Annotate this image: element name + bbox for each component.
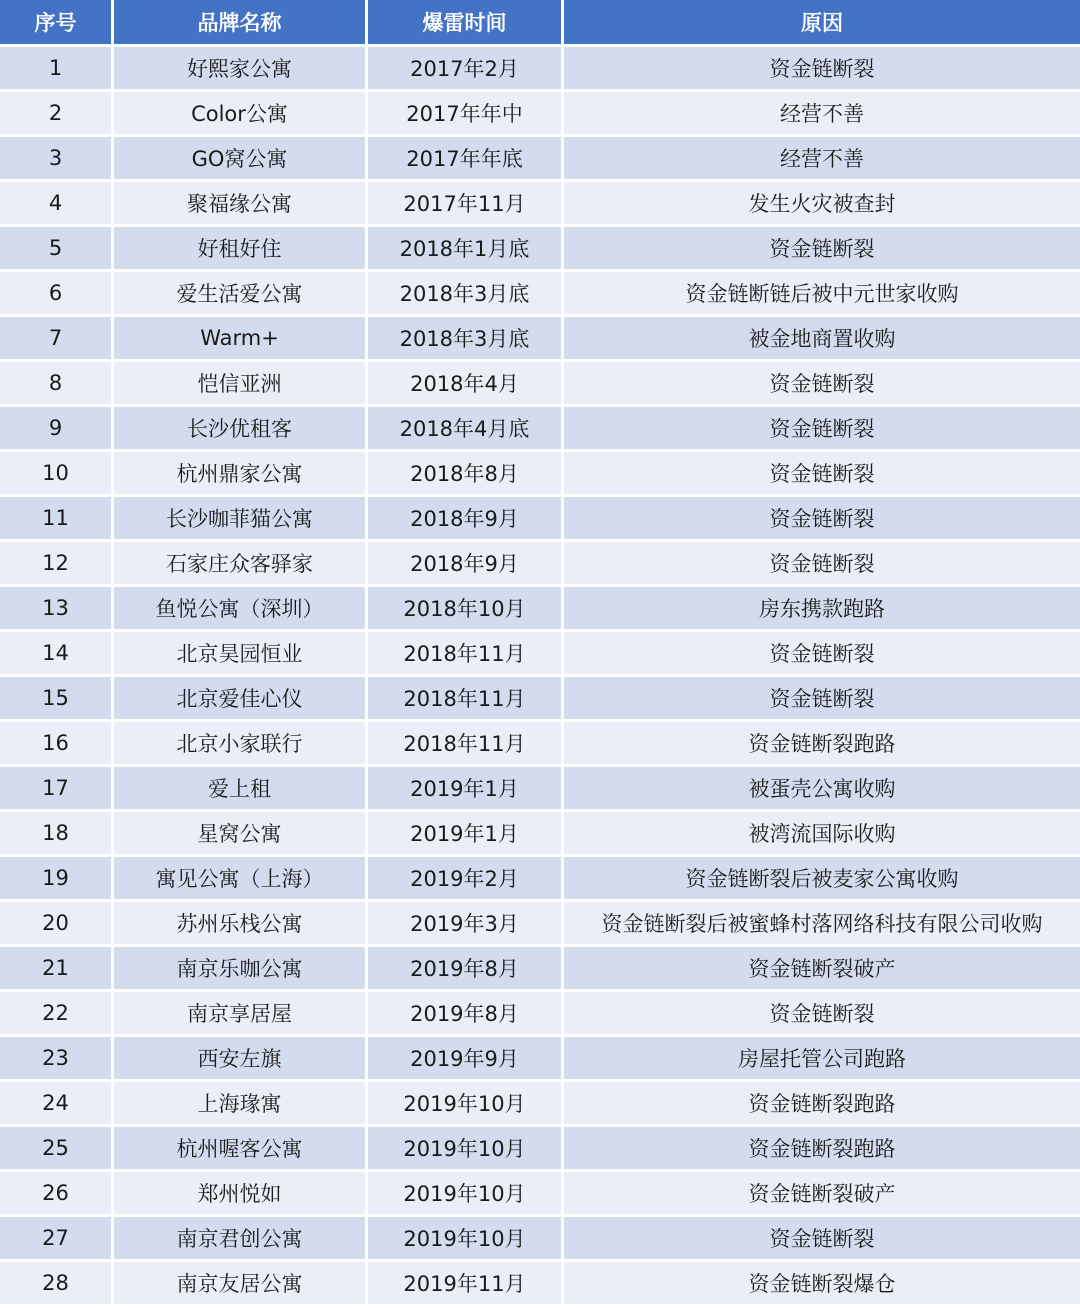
cell-brand: 杭州喔客公寓 <box>114 1127 368 1172</box>
cell-reason: 资金链断裂 <box>564 227 1080 272</box>
table-row <box>0 1127 1080 1172</box>
cell-brand: 鱼悦公寓（深圳） <box>114 587 368 632</box>
cell-reason: 资金链断裂 <box>564 452 1080 497</box>
cell-brand: 南京乐咖公寓 <box>114 947 368 992</box>
table-row <box>0 902 1080 947</box>
cell-index: 5 <box>0 227 114 272</box>
cell-reason: 资金链断裂后被麦家公寓收购 <box>564 857 1080 902</box>
cell-brand: 南京君创公寓 <box>114 1217 368 1262</box>
cell-index: 14 <box>0 632 114 677</box>
cell-time: 2018年8月 <box>368 452 564 497</box>
cell-reason: 资金链断裂跑路 <box>564 1082 1080 1127</box>
cell-reason: 经营不善 <box>564 92 1080 137</box>
cell-index: 20 <box>0 902 114 947</box>
table-row <box>0 857 1080 902</box>
table-row <box>0 992 1080 1037</box>
cell-time: 2017年年中 <box>368 92 564 137</box>
cell-index: 9 <box>0 407 114 452</box>
cell-reason: 资金链断裂 <box>564 47 1080 92</box>
table-row <box>0 92 1080 137</box>
cell-brand: 南京友居公寓 <box>114 1262 368 1307</box>
cell-index: 25 <box>0 1127 114 1172</box>
cell-index: 18 <box>0 812 114 857</box>
cell-index: 23 <box>0 1037 114 1082</box>
cell-time: 2019年10月 <box>368 1127 564 1172</box>
cell-time: 2019年1月 <box>368 812 564 857</box>
cell-reason: 被湾流国际收购 <box>564 812 1080 857</box>
cell-brand: Color公寓 <box>114 92 368 137</box>
cell-time: 2018年11月 <box>368 677 564 722</box>
table-row <box>0 497 1080 542</box>
cell-reason: 资金链断裂跑路 <box>564 1127 1080 1172</box>
cell-reason: 被金地商置收购 <box>564 317 1080 362</box>
cell-time: 2019年10月 <box>368 1172 564 1217</box>
cell-time: 2017年年底 <box>368 137 564 182</box>
cell-index: 11 <box>0 497 114 542</box>
cell-reason: 资金链断链后被中元世家收购 <box>564 272 1080 317</box>
cell-brand: 西安左旗 <box>114 1037 368 1082</box>
cell-index: 16 <box>0 722 114 767</box>
cell-index: 26 <box>0 1172 114 1217</box>
cell-brand: 长沙咖菲猫公寓 <box>114 497 368 542</box>
table-row <box>0 1172 1080 1217</box>
cell-index: 22 <box>0 992 114 1037</box>
cell-brand: 长沙优租客 <box>114 407 368 452</box>
cell-brand: 爱生活爱公寓 <box>114 272 368 317</box>
cell-time: 2019年1月 <box>368 767 564 812</box>
cell-index: 17 <box>0 767 114 812</box>
cell-time: 2019年10月 <box>368 1217 564 1262</box>
table-row <box>0 632 1080 677</box>
table-row <box>0 1082 1080 1127</box>
cell-reason: 资金链断裂 <box>564 407 1080 452</box>
cell-index: 27 <box>0 1217 114 1262</box>
cell-index: 24 <box>0 1082 114 1127</box>
cell-time: 2019年10月 <box>368 1082 564 1127</box>
cell-brand: 杭州鼎家公寓 <box>114 452 368 497</box>
table-row <box>0 812 1080 857</box>
cell-brand: 恺信亚洲 <box>114 362 368 407</box>
cell-index: 13 <box>0 587 114 632</box>
table-row <box>0 542 1080 587</box>
table-row <box>0 677 1080 722</box>
cell-index: 21 <box>0 947 114 992</box>
cell-reason: 被蛋壳公寓收购 <box>564 767 1080 812</box>
cell-reason: 资金链断裂 <box>564 677 1080 722</box>
table-row <box>0 1037 1080 1082</box>
cell-reason: 资金链断裂 <box>564 542 1080 587</box>
cell-reason: 经营不善 <box>564 137 1080 182</box>
cell-brand: 苏州乐栈公寓 <box>114 902 368 947</box>
table-row <box>0 722 1080 767</box>
cell-index: 12 <box>0 542 114 587</box>
cell-time: 2019年11月 <box>368 1262 564 1307</box>
cell-time: 2018年11月 <box>368 632 564 677</box>
table-row <box>0 47 1080 92</box>
cell-brand: 爱上租 <box>114 767 368 812</box>
cell-brand: 寓见公寓（上海） <box>114 857 368 902</box>
table-row <box>0 272 1080 317</box>
cell-time: 2018年11月 <box>368 722 564 767</box>
cell-index: 7 <box>0 317 114 362</box>
cell-time: 2019年8月 <box>368 992 564 1037</box>
table-row <box>0 227 1080 272</box>
cell-time: 2019年9月 <box>368 1037 564 1082</box>
cell-index: 28 <box>0 1262 114 1307</box>
table-row <box>0 317 1080 362</box>
cell-time: 2019年8月 <box>368 947 564 992</box>
cell-time: 2018年9月 <box>368 497 564 542</box>
cell-time: 2018年3月底 <box>368 272 564 317</box>
cell-brand: Warm+ <box>114 317 368 362</box>
cell-index: 4 <box>0 182 114 227</box>
table-body <box>0 47 1080 1307</box>
cell-index: 19 <box>0 857 114 902</box>
table-row <box>0 182 1080 227</box>
table-row <box>0 362 1080 407</box>
cell-index: 6 <box>0 272 114 317</box>
header-index: 序号 <box>0 0 114 47</box>
cell-time: 2018年4月 <box>368 362 564 407</box>
table-row <box>0 1262 1080 1307</box>
cell-time: 2018年1月底 <box>368 227 564 272</box>
header-time: 爆雷时间 <box>368 0 564 47</box>
cell-time: 2018年10月 <box>368 587 564 632</box>
cell-time: 2017年11月 <box>368 182 564 227</box>
cell-brand: 好租好住 <box>114 227 368 272</box>
cell-reason: 资金链断裂 <box>564 1217 1080 1262</box>
cell-index: 1 <box>0 47 114 92</box>
cell-reason: 房东携款跑路 <box>564 587 1080 632</box>
cell-brand: 星窝公寓 <box>114 812 368 857</box>
cell-reason: 资金链断裂破产 <box>564 1172 1080 1217</box>
table-row <box>0 137 1080 182</box>
table-row <box>0 947 1080 992</box>
header-reason: 原因 <box>564 0 1080 47</box>
cell-reason: 资金链断裂跑路 <box>564 722 1080 767</box>
cell-time: 2018年4月底 <box>368 407 564 452</box>
cell-reason: 资金链断裂 <box>564 362 1080 407</box>
cell-index: 10 <box>0 452 114 497</box>
table-row <box>0 1217 1080 1262</box>
cell-brand: 聚福缘公寓 <box>114 182 368 227</box>
cell-brand: 郑州悦如 <box>114 1172 368 1217</box>
cell-brand: 上海瑑寓 <box>114 1082 368 1127</box>
header-brand: 品牌名称 <box>114 0 368 47</box>
cell-reason: 资金链断裂后被蜜蜂村落网络科技有限公司收购 <box>564 902 1080 947</box>
table-row <box>0 767 1080 812</box>
table-row <box>0 407 1080 452</box>
table-row <box>0 452 1080 497</box>
cell-brand: 石家庄众客驿家 <box>114 542 368 587</box>
cell-index: 15 <box>0 677 114 722</box>
cell-reason: 资金链断裂 <box>564 497 1080 542</box>
cell-reason: 资金链断裂 <box>564 632 1080 677</box>
cell-reason: 房屋托管公司跑路 <box>564 1037 1080 1082</box>
cell-index: 2 <box>0 92 114 137</box>
cell-brand: GO窝公寓 <box>114 137 368 182</box>
cell-brand: 好熙家公寓 <box>114 47 368 92</box>
table-header-row <box>0 0 1080 47</box>
cell-brand: 北京小家联行 <box>114 722 368 767</box>
cell-brand: 北京昊园恒业 <box>114 632 368 677</box>
cell-reason: 资金链断裂爆仓 <box>564 1262 1080 1307</box>
cell-time: 2018年9月 <box>368 542 564 587</box>
table-row <box>0 587 1080 632</box>
cell-reason: 资金链断裂破产 <box>564 947 1080 992</box>
cell-reason: 发生火灾被查封 <box>564 182 1080 227</box>
cell-index: 8 <box>0 362 114 407</box>
cell-brand: 北京爱佳心仪 <box>114 677 368 722</box>
cell-time: 2019年2月 <box>368 857 564 902</box>
cell-time: 2019年3月 <box>368 902 564 947</box>
cell-index: 3 <box>0 137 114 182</box>
cell-brand: 南京享居屋 <box>114 992 368 1037</box>
cell-time: 2018年3月底 <box>368 317 564 362</box>
cell-reason: 资金链断裂 <box>564 992 1080 1037</box>
cell-time: 2017年2月 <box>368 47 564 92</box>
